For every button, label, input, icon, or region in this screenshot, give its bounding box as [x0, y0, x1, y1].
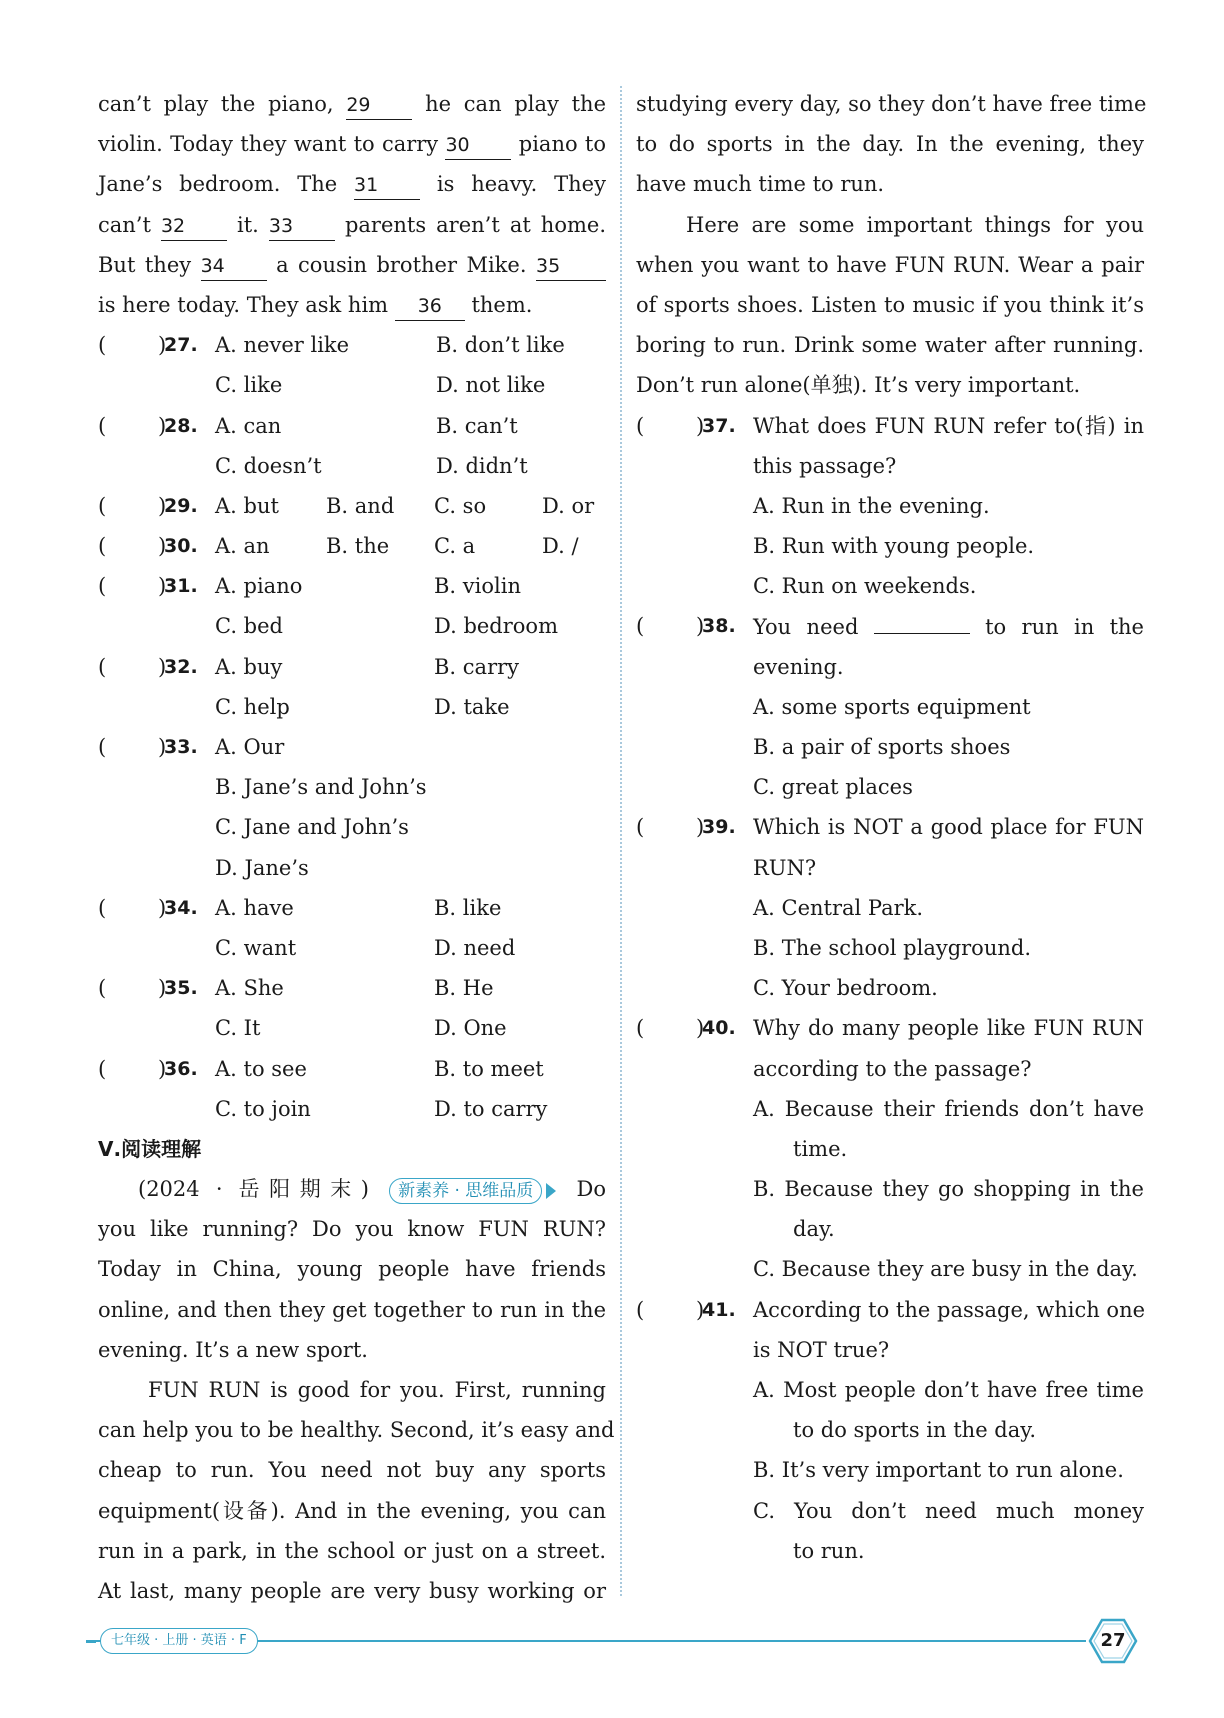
option-c[interactable]: C. help [215, 694, 290, 719]
option-b[interactable]: B. He [434, 976, 494, 1001]
option-b[interactable]: B. can’t [436, 413, 518, 438]
question-28[interactable]: ( ) 28. A. can B. can’t [98, 406, 606, 446]
option-c-cont[interactable]: to run. [793, 1538, 865, 1563]
section-title: Ⅴ.阅读理解 [98, 1136, 202, 1161]
question-37[interactable]: ( ) 37. What does FUN RUN refer to(指) in [636, 406, 1144, 446]
reading-line: At last, many people are very busy working or [98, 1578, 606, 1603]
option-c[interactable]: C. to join [215, 1096, 311, 1121]
answer-blank [874, 606, 970, 634]
reading-line: studying every day, so they don’t have free time [636, 92, 1147, 116]
option-a[interactable]: A. Most people don’t have free time [753, 1378, 1144, 1402]
option-a[interactable]: A. some sports equipment [753, 694, 1031, 719]
option-d[interactable]: D. didn’t [436, 453, 528, 478]
option-c[interactable]: C. great places [753, 775, 913, 800]
passage-line: can’t 32 it. 33 parents aren’t at home. [98, 205, 606, 245]
page-number: 27 [1100, 1630, 1126, 1651]
option-d[interactable]: D. Jane’s [215, 855, 309, 880]
option-c[interactable]: C. a [434, 534, 476, 559]
option-d[interactable]: D. / [542, 534, 579, 559]
question-stem: this passage? [753, 453, 897, 478]
question-31[interactable]: ( ) 31. A. piano B. violin [98, 566, 606, 606]
option-b[interactable]: B. It’s very important to run alone. [753, 1458, 1124, 1483]
question-30[interactable]: ( ) 30. A. an B. the C. a D. / [98, 526, 606, 566]
reading-line: Don’t run alone(单独). It’s very important. [636, 373, 1081, 398]
option-a-cont[interactable]: to do sports in the day. [793, 1418, 1037, 1443]
reading-line: can help you to be healthy. Second, it’s easy and [98, 1418, 615, 1443]
option-b[interactable]: B. Run with young people. [753, 534, 1035, 559]
reading-line: you like running? Do you know FUN RUN? [98, 1217, 606, 1242]
question-38[interactable]: ( ) 38. You need to run in the [636, 606, 1144, 646]
option-b[interactable]: B. Jane’s and John’s [215, 775, 427, 800]
question-stem: Which is NOT a good place for FUN [753, 815, 1144, 840]
option-a[interactable]: A. Central Park. [753, 895, 924, 920]
option-d[interactable]: D. to carry [434, 1096, 548, 1121]
blank-29: 29 [346, 92, 412, 120]
option-a[interactable]: A. Our [215, 735, 285, 759]
question-stem: according to the passage? [753, 1056, 1032, 1081]
option-a[interactable]: A. to see [215, 1056, 307, 1081]
option-c[interactable]: C. want [215, 935, 297, 960]
option-d[interactable]: D. take [434, 694, 510, 719]
option-a[interactable]: A. Run in the evening. [753, 493, 990, 518]
left-column [98, 84, 615, 1611]
blank-33: 33 [269, 213, 335, 241]
option-c[interactable]: C. like [215, 373, 283, 398]
question-39[interactable]: ( ) 39. Which is NOT a good place for FUN [636, 807, 1144, 847]
reading-line: boring to run. Drink some water after running. [636, 333, 1144, 358]
reading-line: when you want to have FUN RUN. Wear a pair [636, 252, 1144, 277]
option-a[interactable]: A. have [215, 895, 294, 920]
source-label: (2024 · 岳阳期末) [138, 1177, 369, 1202]
reading-line: Today in China, young people have friends [98, 1257, 606, 1282]
question-33[interactable]: ( ) 33. A. Our [98, 727, 606, 767]
option-b[interactable]: B. Because they go shopping in the [753, 1177, 1144, 1202]
option-b[interactable]: B. don’t like [436, 333, 565, 358]
blank-31: 31 [354, 172, 420, 200]
reading-intro: (2024 · 岳阳期末) 新素养 · 思维品质 Do [98, 1169, 606, 1209]
question-stem: You need to run in the [753, 606, 1144, 647]
reading-line: equipment(设备). And in the evening, you can [98, 1498, 606, 1523]
question-stem: Why do many people like FUN RUN [753, 1016, 1144, 1041]
option-c[interactable]: C. Jane and John’s [215, 815, 409, 840]
question-29[interactable]: ( ) 29. A. but B. and C. so D. or [98, 486, 606, 526]
question-35[interactable]: ( ) 35. A. She B. He [98, 968, 606, 1008]
question-34[interactable]: ( ) 34. A. have B. like [98, 888, 606, 928]
option-a[interactable]: A. She [215, 976, 284, 1001]
reading-line: have much time to run. [636, 172, 885, 197]
question-stem: evening. [753, 654, 844, 679]
question-28-row2 [98, 446, 606, 486]
reading-line: evening. It’s a new sport. [98, 1337, 368, 1362]
passage-line: can’t play the piano, 29 he can play the [98, 84, 606, 124]
option-b[interactable]: B. a pair of sports shoes [753, 735, 1011, 759]
blank-32: 32 [161, 213, 227, 241]
reading-line: online, and then they get together to run in the [98, 1297, 606, 1322]
option-a[interactable]: A. can [215, 413, 282, 438]
column-divider [620, 86, 622, 1596]
blank-34: 34 [201, 253, 267, 281]
reading-line: cheap to run. You need not buy any sports [98, 1458, 606, 1483]
blank-36: 36 [395, 293, 465, 321]
option-b[interactable]: B. violin [434, 574, 521, 599]
literacy-tag: 新素养 · 思维品质 [389, 1178, 542, 1204]
blank-35: 35 [536, 253, 606, 281]
reading-line: Here are some important things for you [686, 212, 1144, 237]
option-b[interactable]: B. carry [434, 654, 520, 679]
passage-line: violin. Today they want to carry 30 piano to [98, 124, 606, 164]
option-d[interactable]: D. not like [436, 373, 546, 398]
option-a[interactable]: A. never like [215, 333, 350, 358]
question-41[interactable]: ( ) 41. According to the passage, which one [636, 1290, 1144, 1330]
option-a-cont[interactable]: time. [793, 1136, 848, 1161]
passage-line: Jane’s bedroom. The 31 is heavy. They [98, 164, 606, 204]
question-stem: What does FUN RUN refer to(指) in [753, 413, 1144, 438]
option-b[interactable]: B. and [326, 493, 395, 518]
option-a[interactable]: A. Because their friends don’t have [753, 1096, 1144, 1121]
option-d[interactable]: D. bedroom [434, 614, 558, 639]
question-stem: is NOT true? [753, 1337, 890, 1362]
option-a[interactable]: A. buy [215, 654, 283, 679]
option-c[interactable]: C. doesn’t [215, 453, 322, 478]
option-c[interactable]: C. so [434, 493, 487, 518]
reading-line: to do sports in the day. In the evening, they [636, 132, 1144, 157]
option-c[interactable]: C. You don’t need much money [753, 1498, 1144, 1523]
question-stem: RUN? [753, 855, 817, 880]
option-b-cont[interactable]: day. [793, 1217, 835, 1242]
question-36[interactable]: ( ) 36. A. to see B. to meet [98, 1049, 606, 1089]
option-b[interactable]: B. to meet [434, 1056, 544, 1081]
question-27[interactable]: ( ) 27. A. never like B. don’t like [98, 325, 606, 365]
question-32[interactable]: ( ) 32. A. buy B. carry [98, 647, 606, 687]
passage-line: is here today. They ask him 36 them. [98, 285, 606, 325]
option-d[interactable]: D. need [434, 935, 516, 960]
blank-30: 30 [445, 132, 511, 160]
option-a[interactable]: A. piano [215, 574, 303, 599]
right-column [636, 84, 1147, 1571]
option-a[interactable]: A. an [215, 534, 270, 559]
tag-arrow-icon [546, 1183, 556, 1199]
option-c[interactable]: C. Run on weekends. [753, 574, 977, 599]
footer-label: 七年级 · 上册 · 英语 · F [100, 1628, 258, 1654]
question-stem: According to the passage, which one [753, 1297, 1146, 1322]
option-c[interactable]: C. Because they are busy in the day. [753, 1257, 1138, 1282]
option-c[interactable]: C. It [215, 1016, 261, 1041]
option-c[interactable]: C. Your bedroom. [753, 976, 938, 1001]
option-b[interactable]: B. the [326, 534, 390, 559]
question-27-row2 [98, 365, 606, 405]
option-b[interactable]: B. like [434, 895, 502, 920]
question-40[interactable]: ( ) 40. Why do many people like FUN RUN [636, 1008, 1144, 1048]
option-d[interactable]: D. One [434, 1016, 507, 1041]
passage-line: But they 34 a cousin brother Mike. 35 [98, 245, 606, 285]
option-a[interactable]: A. but [215, 493, 279, 518]
reading-line: run in a park, in the school or just on a street. [98, 1538, 606, 1563]
reading-line: of sports shoes. Listen to music if you think it’s [636, 292, 1144, 317]
question-31-row2 [98, 606, 606, 646]
option-d[interactable]: D. or [542, 493, 595, 518]
question-32-row2 [98, 687, 606, 727]
reading-line: FUN RUN is good for you. First, running [148, 1378, 606, 1402]
option-b[interactable]: B. The school playground. [753, 935, 1031, 960]
option-c[interactable]: C. bed [215, 614, 283, 639]
